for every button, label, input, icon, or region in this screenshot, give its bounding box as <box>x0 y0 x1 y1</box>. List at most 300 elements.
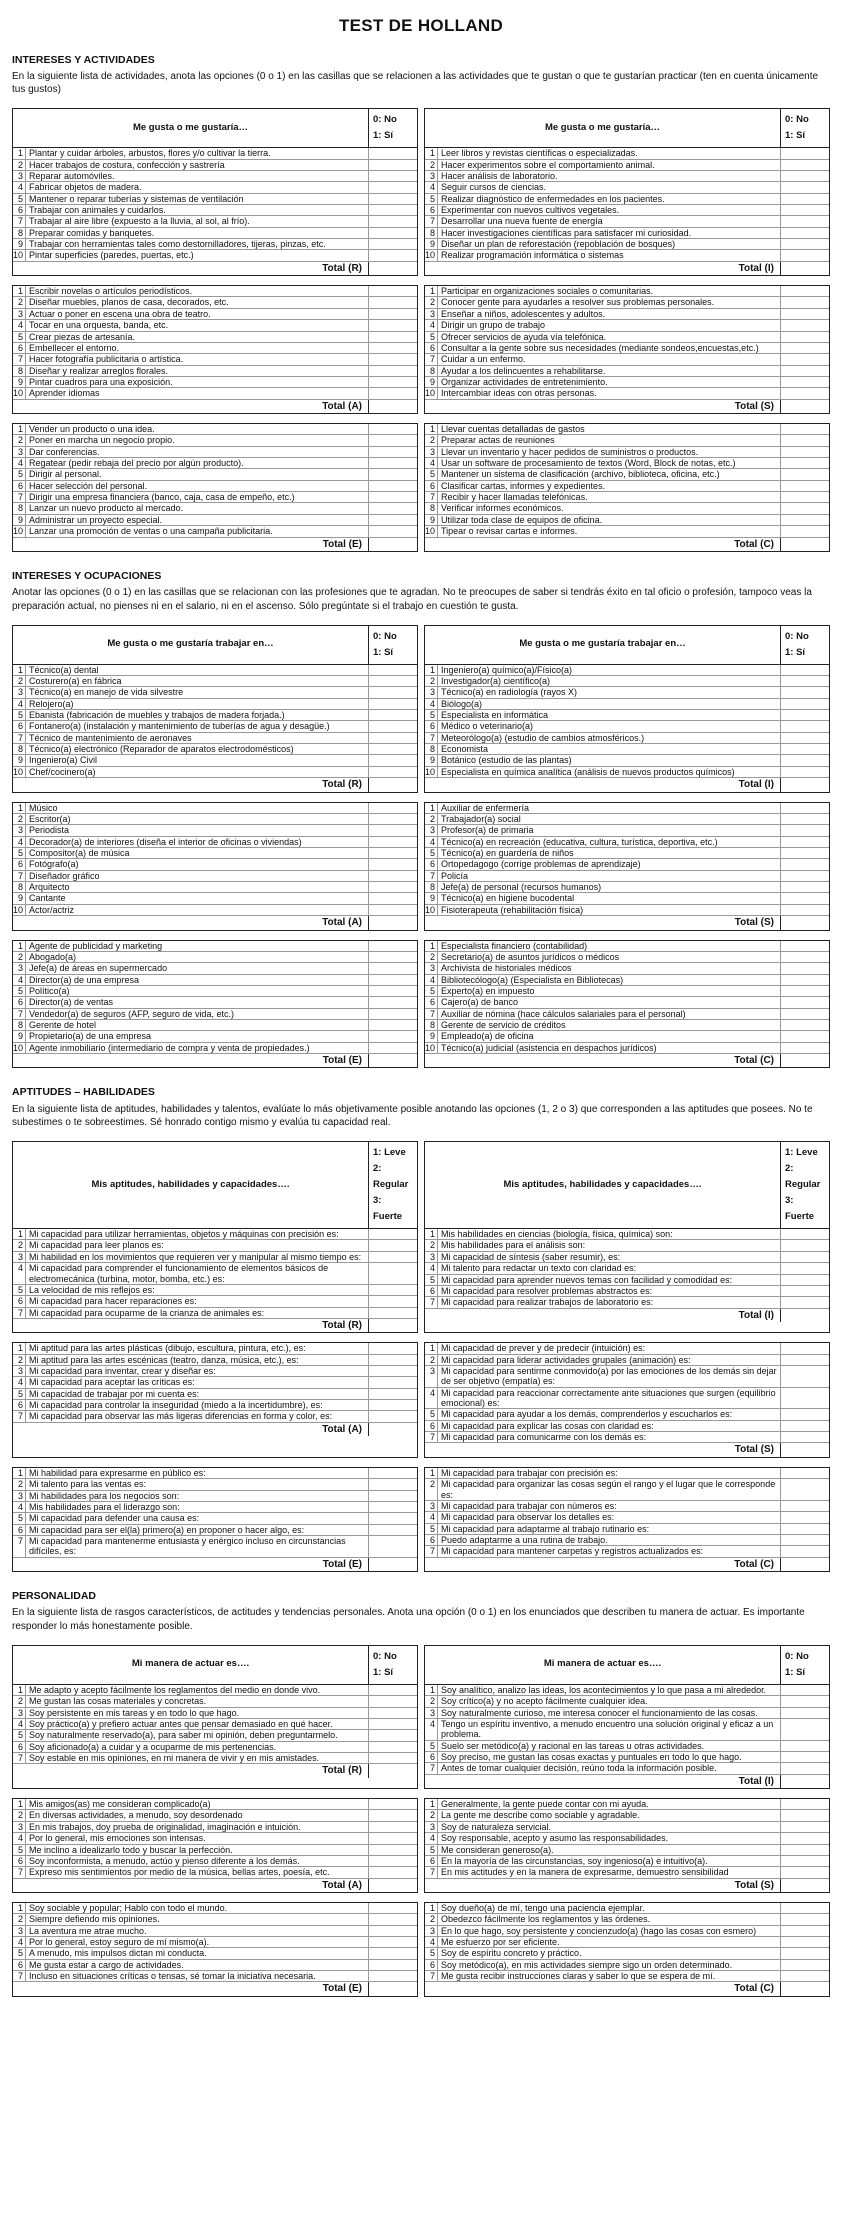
answer-cell[interactable] <box>781 1822 829 1832</box>
total-row <box>425 1309 829 1323</box>
answer-cell[interactable] <box>781 1043 829 1053</box>
answer-cell[interactable] <box>369 665 417 675</box>
answer-cell[interactable] <box>369 1696 417 1706</box>
answer-cell[interactable] <box>369 424 417 434</box>
answer-cell[interactable] <box>781 1009 829 1019</box>
total-row <box>13 1879 417 1893</box>
answer-cell[interactable] <box>781 1468 829 1478</box>
answer-cell[interactable] <box>781 481 829 491</box>
answer-cell[interactable] <box>781 952 829 962</box>
answer-cell[interactable] <box>781 1263 829 1273</box>
answer-cell[interactable] <box>369 250 417 260</box>
item-number: 2 <box>17 435 23 446</box>
total-cell[interactable] <box>369 1558 417 1572</box>
answer-cell[interactable] <box>369 354 417 364</box>
answer-cell[interactable] <box>781 871 829 881</box>
answer-cell[interactable] <box>369 526 417 536</box>
answer-code-legend <box>781 109 829 147</box>
answer-cell[interactable] <box>369 194 417 204</box>
item-number: 1 <box>429 1903 435 1914</box>
answer-cell[interactable] <box>369 1389 417 1399</box>
answer-cell[interactable] <box>781 1535 829 1545</box>
answer-cell[interactable] <box>781 1355 829 1365</box>
answer-cell[interactable] <box>369 733 417 743</box>
answer-cell[interactable] <box>781 1937 829 1947</box>
item-number: 4 <box>17 182 23 193</box>
answer-cell[interactable] <box>369 1479 417 1489</box>
table-row <box>425 997 829 1008</box>
item-number: 5 <box>429 985 435 996</box>
item-number: 2 <box>429 1354 435 1365</box>
item-text: Mis habilidades para el análisis son: <box>437 1240 781 1250</box>
answer-cell[interactable] <box>781 1297 829 1307</box>
answer-cell[interactable] <box>781 1810 829 1820</box>
answer-cell[interactable] <box>781 893 829 903</box>
answer-cell[interactable] <box>369 1948 417 1958</box>
answer-cell[interactable] <box>369 893 417 903</box>
table-row <box>425 388 829 399</box>
total-label: Total (I) <box>425 1775 781 1789</box>
answer-cell[interactable] <box>781 309 829 319</box>
answer-cell[interactable] <box>781 975 829 985</box>
answer-cell[interactable] <box>369 148 417 158</box>
table-row <box>13 171 417 182</box>
answer-cell[interactable] <box>369 1536 417 1557</box>
answer-cell[interactable] <box>781 699 829 709</box>
answer-cell[interactable] <box>781 526 829 536</box>
table-row <box>425 1031 829 1042</box>
answer-cell[interactable] <box>369 986 417 996</box>
answer-cell[interactable] <box>369 1799 417 1809</box>
item-text: Mi capacidad para mantener carpetas y registros actualizados es: <box>437 1546 781 1556</box>
answer-cell[interactable] <box>369 239 417 249</box>
answer-cell[interactable] <box>369 676 417 686</box>
total-label: Total (I) <box>425 262 781 276</box>
item-text: Ortopedagogo (corrige problemas de aprendizaje) <box>437 859 781 869</box>
item-number: 6 <box>17 997 23 1008</box>
answer-cell[interactable] <box>369 744 417 754</box>
answer-cell[interactable] <box>781 1719 829 1740</box>
item-text: Reparar automóviles. <box>25 171 369 181</box>
item-text: Policía <box>437 871 781 881</box>
item-text: Incluso en situaciones críticas o tensas, sé tomar la iniciativa necesaria. <box>25 1971 369 1981</box>
answer-cell[interactable] <box>781 1948 829 1958</box>
table-row <box>425 354 829 365</box>
answer-cell[interactable] <box>781 1903 829 1913</box>
answer-cell[interactable] <box>369 1377 417 1387</box>
answer-cell[interactable] <box>781 320 829 330</box>
item-text: Experto(a) en impuesto <box>437 986 781 996</box>
answer-cell[interactable] <box>781 1366 829 1387</box>
answer-cell[interactable] <box>369 963 417 973</box>
total-cell[interactable] <box>781 1054 829 1068</box>
answer-cell[interactable] <box>369 297 417 307</box>
answer-cell[interactable] <box>781 1856 829 1866</box>
answer-cell[interactable] <box>781 1252 829 1262</box>
answer-cell[interactable] <box>369 1009 417 1019</box>
answer-cell[interactable] <box>781 1432 829 1442</box>
answer-cell[interactable] <box>781 1479 829 1500</box>
answer-cell[interactable] <box>781 1031 829 1041</box>
total-cell[interactable] <box>781 1558 829 1572</box>
answer-cell[interactable] <box>369 767 417 777</box>
answer-cell[interactable] <box>781 859 829 869</box>
answer-cell[interactable] <box>369 1308 417 1318</box>
answer-cell[interactable] <box>781 354 829 364</box>
answer-cell[interactable] <box>781 986 829 996</box>
total-cell[interactable] <box>781 1309 829 1323</box>
table-row <box>13 435 417 446</box>
answer-cell[interactable] <box>781 1708 829 1718</box>
answer-cell[interactable] <box>781 1914 829 1924</box>
answer-cell[interactable] <box>369 286 417 296</box>
answer-cell[interactable] <box>369 1822 417 1832</box>
answer-cell[interactable] <box>781 286 829 296</box>
item-text: Mi capacidad para hacer reparaciones es: <box>25 1296 369 1306</box>
answer-cell[interactable] <box>369 366 417 376</box>
item-text: Generalmente, la gente puede contar con mi ayuda. <box>437 1799 781 1809</box>
table-row <box>425 755 829 766</box>
answer-cell[interactable] <box>369 1833 417 1843</box>
answer-cell[interactable] <box>781 963 829 973</box>
answer-cell[interactable] <box>781 160 829 170</box>
answer-cell[interactable] <box>781 665 829 675</box>
answer-cell[interactable] <box>781 1229 829 1239</box>
answer-cell[interactable] <box>369 1513 417 1523</box>
answer-cell[interactable] <box>781 182 829 192</box>
answer-cell[interactable] <box>781 1799 829 1809</box>
answer-cell[interactable] <box>369 859 417 869</box>
item-number: 2 <box>17 159 23 170</box>
table-row <box>13 997 417 1008</box>
item-text: Mi capacidad para leer planos es: <box>25 1240 369 1250</box>
answer-cell[interactable] <box>781 1833 829 1843</box>
answer-cell[interactable] <box>369 1020 417 1030</box>
answer-cell[interactable] <box>781 515 829 525</box>
answer-cell[interactable] <box>369 871 417 881</box>
answer-cell[interactable] <box>781 424 829 434</box>
answer-cell[interactable] <box>781 1388 829 1409</box>
answer-cell[interactable] <box>781 882 829 892</box>
answer-cell[interactable] <box>369 377 417 387</box>
total-row <box>425 400 829 414</box>
answer-cell[interactable] <box>781 492 829 502</box>
answer-cell[interactable] <box>369 1926 417 1936</box>
answer-cell[interactable] <box>369 1810 417 1820</box>
answer-cell[interactable] <box>369 1903 417 1913</box>
item-text: La aventura me atrae mucho. <box>25 1926 369 1936</box>
answer-cell[interactable] <box>369 320 417 330</box>
answer-cell[interactable] <box>369 1296 417 1306</box>
answer-cell[interactable] <box>369 1960 417 1970</box>
table-row <box>425 1275 829 1286</box>
answer-cell[interactable] <box>781 803 829 813</box>
answer-cell[interactable] <box>369 160 417 170</box>
total-cell[interactable] <box>781 916 829 930</box>
answer-cell[interactable] <box>781 676 829 686</box>
answer-cell[interactable] <box>781 755 829 765</box>
total-cell[interactable] <box>369 538 417 552</box>
answer-cell[interactable] <box>369 803 417 813</box>
answer-cell[interactable] <box>781 1409 829 1419</box>
total-cell[interactable] <box>781 1879 829 1893</box>
item-text: Mi capacidad para comprender el funcionamiento de elementos básicos de electromecánica (turbina, motor, bomba, etc.) es: <box>25 1263 369 1284</box>
answer-cell[interactable] <box>369 228 417 238</box>
item-number: 5 <box>429 193 435 204</box>
answer-cell[interactable] <box>369 332 417 342</box>
answer-cell[interactable] <box>369 1845 417 1855</box>
answer-cell[interactable] <box>369 1031 417 1041</box>
answer-cell[interactable] <box>781 1741 829 1751</box>
total-cell[interactable] <box>369 1879 417 1893</box>
total-label: Total (E) <box>13 1982 369 1996</box>
table-row <box>425 503 829 514</box>
total-cell[interactable] <box>781 1443 829 1457</box>
answer-cell[interactable] <box>369 458 417 468</box>
answer-cell[interactable] <box>781 837 829 847</box>
answer-cell[interactable] <box>369 755 417 765</box>
answer-cell[interactable] <box>369 1730 417 1740</box>
answer-cell[interactable] <box>781 171 829 181</box>
answer-cell[interactable] <box>781 343 829 353</box>
answer-cell[interactable] <box>781 228 829 238</box>
answer-cell[interactable] <box>369 1400 417 1410</box>
answer-cell[interactable] <box>781 216 829 226</box>
answer-cell[interactable] <box>369 1491 417 1501</box>
answer-cell[interactable] <box>781 1501 829 1511</box>
answer-cell[interactable] <box>369 503 417 513</box>
answer-cell[interactable] <box>781 1752 829 1762</box>
answer-cell[interactable] <box>781 250 829 260</box>
answer-cell[interactable] <box>781 733 829 743</box>
answer-cell[interactable] <box>369 515 417 525</box>
table-row <box>425 239 829 250</box>
answer-cell[interactable] <box>369 1525 417 1535</box>
answer-cell[interactable] <box>781 710 829 720</box>
answer-cell[interactable] <box>369 905 417 915</box>
total-label: Total (R) <box>13 1764 369 1778</box>
answer-cell[interactable] <box>369 1971 417 1981</box>
total-cell[interactable] <box>369 262 417 276</box>
answer-cell[interactable] <box>369 1285 417 1295</box>
answer-cell[interactable] <box>369 1366 417 1376</box>
question-header: Mi manera de actuar es…. <box>425 1646 781 1684</box>
table-row <box>425 1512 829 1523</box>
answer-cell[interactable] <box>781 1275 829 1285</box>
answer-cell[interactable] <box>369 1043 417 1053</box>
item-text: Me gusta recibir instrucciones claras y saber lo que se espera de mí. <box>437 1971 781 1981</box>
answer-cell[interactable] <box>369 1240 417 1250</box>
answer-cell[interactable] <box>369 1867 417 1877</box>
total-cell[interactable] <box>781 538 829 552</box>
answer-cell[interactable] <box>369 941 417 951</box>
answer-cell[interactable] <box>369 1229 417 1239</box>
answer-cell[interactable] <box>369 1742 417 1752</box>
answer-cell[interactable] <box>369 469 417 479</box>
answer-cell[interactable] <box>781 1696 829 1706</box>
answer-cell[interactable] <box>781 435 829 445</box>
total-cell[interactable] <box>369 1982 417 1996</box>
answer-cell[interactable] <box>781 1020 829 1030</box>
table-row <box>425 286 829 297</box>
answer-cell[interactable] <box>781 297 829 307</box>
item-number: 1 <box>17 1343 23 1354</box>
total-cell[interactable] <box>369 400 417 414</box>
item-number: 9 <box>429 1031 435 1042</box>
total-label: Total (C) <box>425 538 781 552</box>
answer-cell[interactable] <box>369 975 417 985</box>
answer-cell[interactable] <box>781 814 829 824</box>
table-row <box>425 1263 829 1274</box>
answer-cell[interactable] <box>369 1753 417 1763</box>
answer-cell[interactable] <box>369 182 417 192</box>
answer-cell[interactable] <box>369 825 417 835</box>
answer-cell[interactable] <box>369 492 417 502</box>
answer-cell[interactable] <box>369 1252 417 1262</box>
answer-cell[interactable] <box>781 767 829 777</box>
answer-cell[interactable] <box>369 1708 417 1718</box>
answer-cell[interactable] <box>369 481 417 491</box>
answer-cell[interactable] <box>781 1763 829 1773</box>
total-cell[interactable] <box>781 262 829 276</box>
total-cell[interactable] <box>369 1319 417 1333</box>
item-text: Arquitecto <box>25 882 369 892</box>
answer-cell[interactable] <box>781 148 829 158</box>
answer-table <box>424 1902 830 1997</box>
answer-cell[interactable] <box>369 216 417 226</box>
answer-cell[interactable] <box>369 882 417 892</box>
item-number: 6 <box>429 1751 435 1762</box>
answer-cell[interactable] <box>369 1502 417 1512</box>
answer-cell[interactable] <box>781 1421 829 1431</box>
answer-cell[interactable] <box>369 997 417 1007</box>
answer-cell[interactable] <box>781 941 829 951</box>
answer-cell[interactable] <box>369 1914 417 1924</box>
answer-cell[interactable] <box>369 171 417 181</box>
answer-cell[interactable] <box>781 1971 829 1981</box>
answer-cell[interactable] <box>781 1546 829 1556</box>
table-row <box>425 171 829 182</box>
answer-cell[interactable] <box>781 447 829 457</box>
answer-cell[interactable] <box>369 721 417 731</box>
total-cell[interactable] <box>369 778 417 792</box>
answer-cell[interactable] <box>369 814 417 824</box>
answer-cell[interactable] <box>781 848 829 858</box>
answer-cell[interactable] <box>369 1719 417 1729</box>
answer-cell[interactable] <box>781 388 829 398</box>
answer-cell[interactable] <box>781 1867 829 1877</box>
answer-cell[interactable] <box>781 458 829 468</box>
answer-cell[interactable] <box>369 1343 417 1353</box>
answer-cell[interactable] <box>369 1355 417 1365</box>
answer-cell[interactable] <box>369 1856 417 1866</box>
total-cell[interactable] <box>369 1423 417 1437</box>
table-row <box>425 1810 829 1821</box>
answer-cell[interactable] <box>781 721 829 731</box>
answer-cell[interactable] <box>369 447 417 457</box>
total-cell[interactable] <box>369 1054 417 1068</box>
answer-cell[interactable] <box>369 1685 417 1695</box>
answer-cell[interactable] <box>369 1468 417 1478</box>
item-number: 6 <box>429 204 435 215</box>
item-number: 4 <box>17 1937 23 1948</box>
total-cell[interactable] <box>369 1764 417 1778</box>
answer-cell[interactable] <box>781 825 829 835</box>
answer-cell[interactable] <box>369 1937 417 1947</box>
answer-cell[interactable] <box>781 503 829 513</box>
item-text: Jefe(a) de personal (recursos humanos) <box>437 882 781 892</box>
table-row <box>13 986 417 997</box>
answer-cell[interactable] <box>781 905 829 915</box>
answer-cell[interactable] <box>369 952 417 962</box>
table-row <box>13 1308 417 1319</box>
table-row <box>13 1856 417 1867</box>
answer-cell[interactable] <box>781 1524 829 1534</box>
answer-cell[interactable] <box>781 332 829 342</box>
total-row <box>13 778 417 792</box>
answer-cell[interactable] <box>369 687 417 697</box>
table-row <box>425 1546 829 1557</box>
total-cell[interactable] <box>781 778 829 792</box>
item-number: 1 <box>17 940 23 951</box>
answer-cell[interactable] <box>781 205 829 215</box>
item-number: 4 <box>429 836 435 847</box>
answer-cell[interactable] <box>781 1512 829 1522</box>
answer-cell[interactable] <box>369 343 417 353</box>
table-row <box>13 1389 417 1400</box>
answer-cell[interactable] <box>781 997 829 1007</box>
total-label: Total (A) <box>13 1879 369 1893</box>
answer-cell[interactable] <box>369 205 417 215</box>
answer-cell[interactable] <box>369 1263 417 1284</box>
answer-cell[interactable] <box>781 687 829 697</box>
total-cell[interactable] <box>781 1775 829 1789</box>
answer-cell[interactable] <box>781 239 829 249</box>
answer-cell[interactable] <box>781 1960 829 1970</box>
total-cell[interactable] <box>781 400 829 414</box>
item-text: Cantante <box>25 893 369 903</box>
total-cell[interactable] <box>781 1982 829 1996</box>
answer-cell[interactable] <box>781 1926 829 1936</box>
item-number: 5 <box>429 710 435 721</box>
answer-cell[interactable] <box>369 837 417 847</box>
answer-cell[interactable] <box>369 309 417 319</box>
item-text: Antes de tomar cualquier decisión, reúno toda la información posible. <box>437 1763 781 1773</box>
answer-cell[interactable] <box>781 1240 829 1250</box>
answer-cell[interactable] <box>369 699 417 709</box>
answer-cell[interactable] <box>781 469 829 479</box>
answer-cell[interactable] <box>781 1845 829 1855</box>
item-text: Decorador(a) de interiores (diseña el interior de oficinas o viviendas) <box>25 837 369 847</box>
total-cell[interactable] <box>369 916 417 930</box>
answer-cell[interactable] <box>369 710 417 720</box>
answer-cell[interactable] <box>781 377 829 387</box>
answer-cell[interactable] <box>781 1343 829 1353</box>
answer-cell[interactable] <box>369 1411 417 1421</box>
table-row <box>13 1020 417 1031</box>
answer-code: 1: Sí <box>373 130 394 142</box>
answer-cell[interactable] <box>781 1286 829 1296</box>
answer-cell[interactable] <box>369 388 417 398</box>
answer-cell[interactable] <box>781 194 829 204</box>
answer-cell[interactable] <box>781 744 829 754</box>
table-row <box>425 1856 829 1867</box>
answer-cell[interactable] <box>369 435 417 445</box>
answer-cell[interactable] <box>781 1685 829 1695</box>
item-number: 7 <box>429 216 435 227</box>
answer-cell[interactable] <box>369 848 417 858</box>
answer-cell[interactable] <box>781 366 829 376</box>
